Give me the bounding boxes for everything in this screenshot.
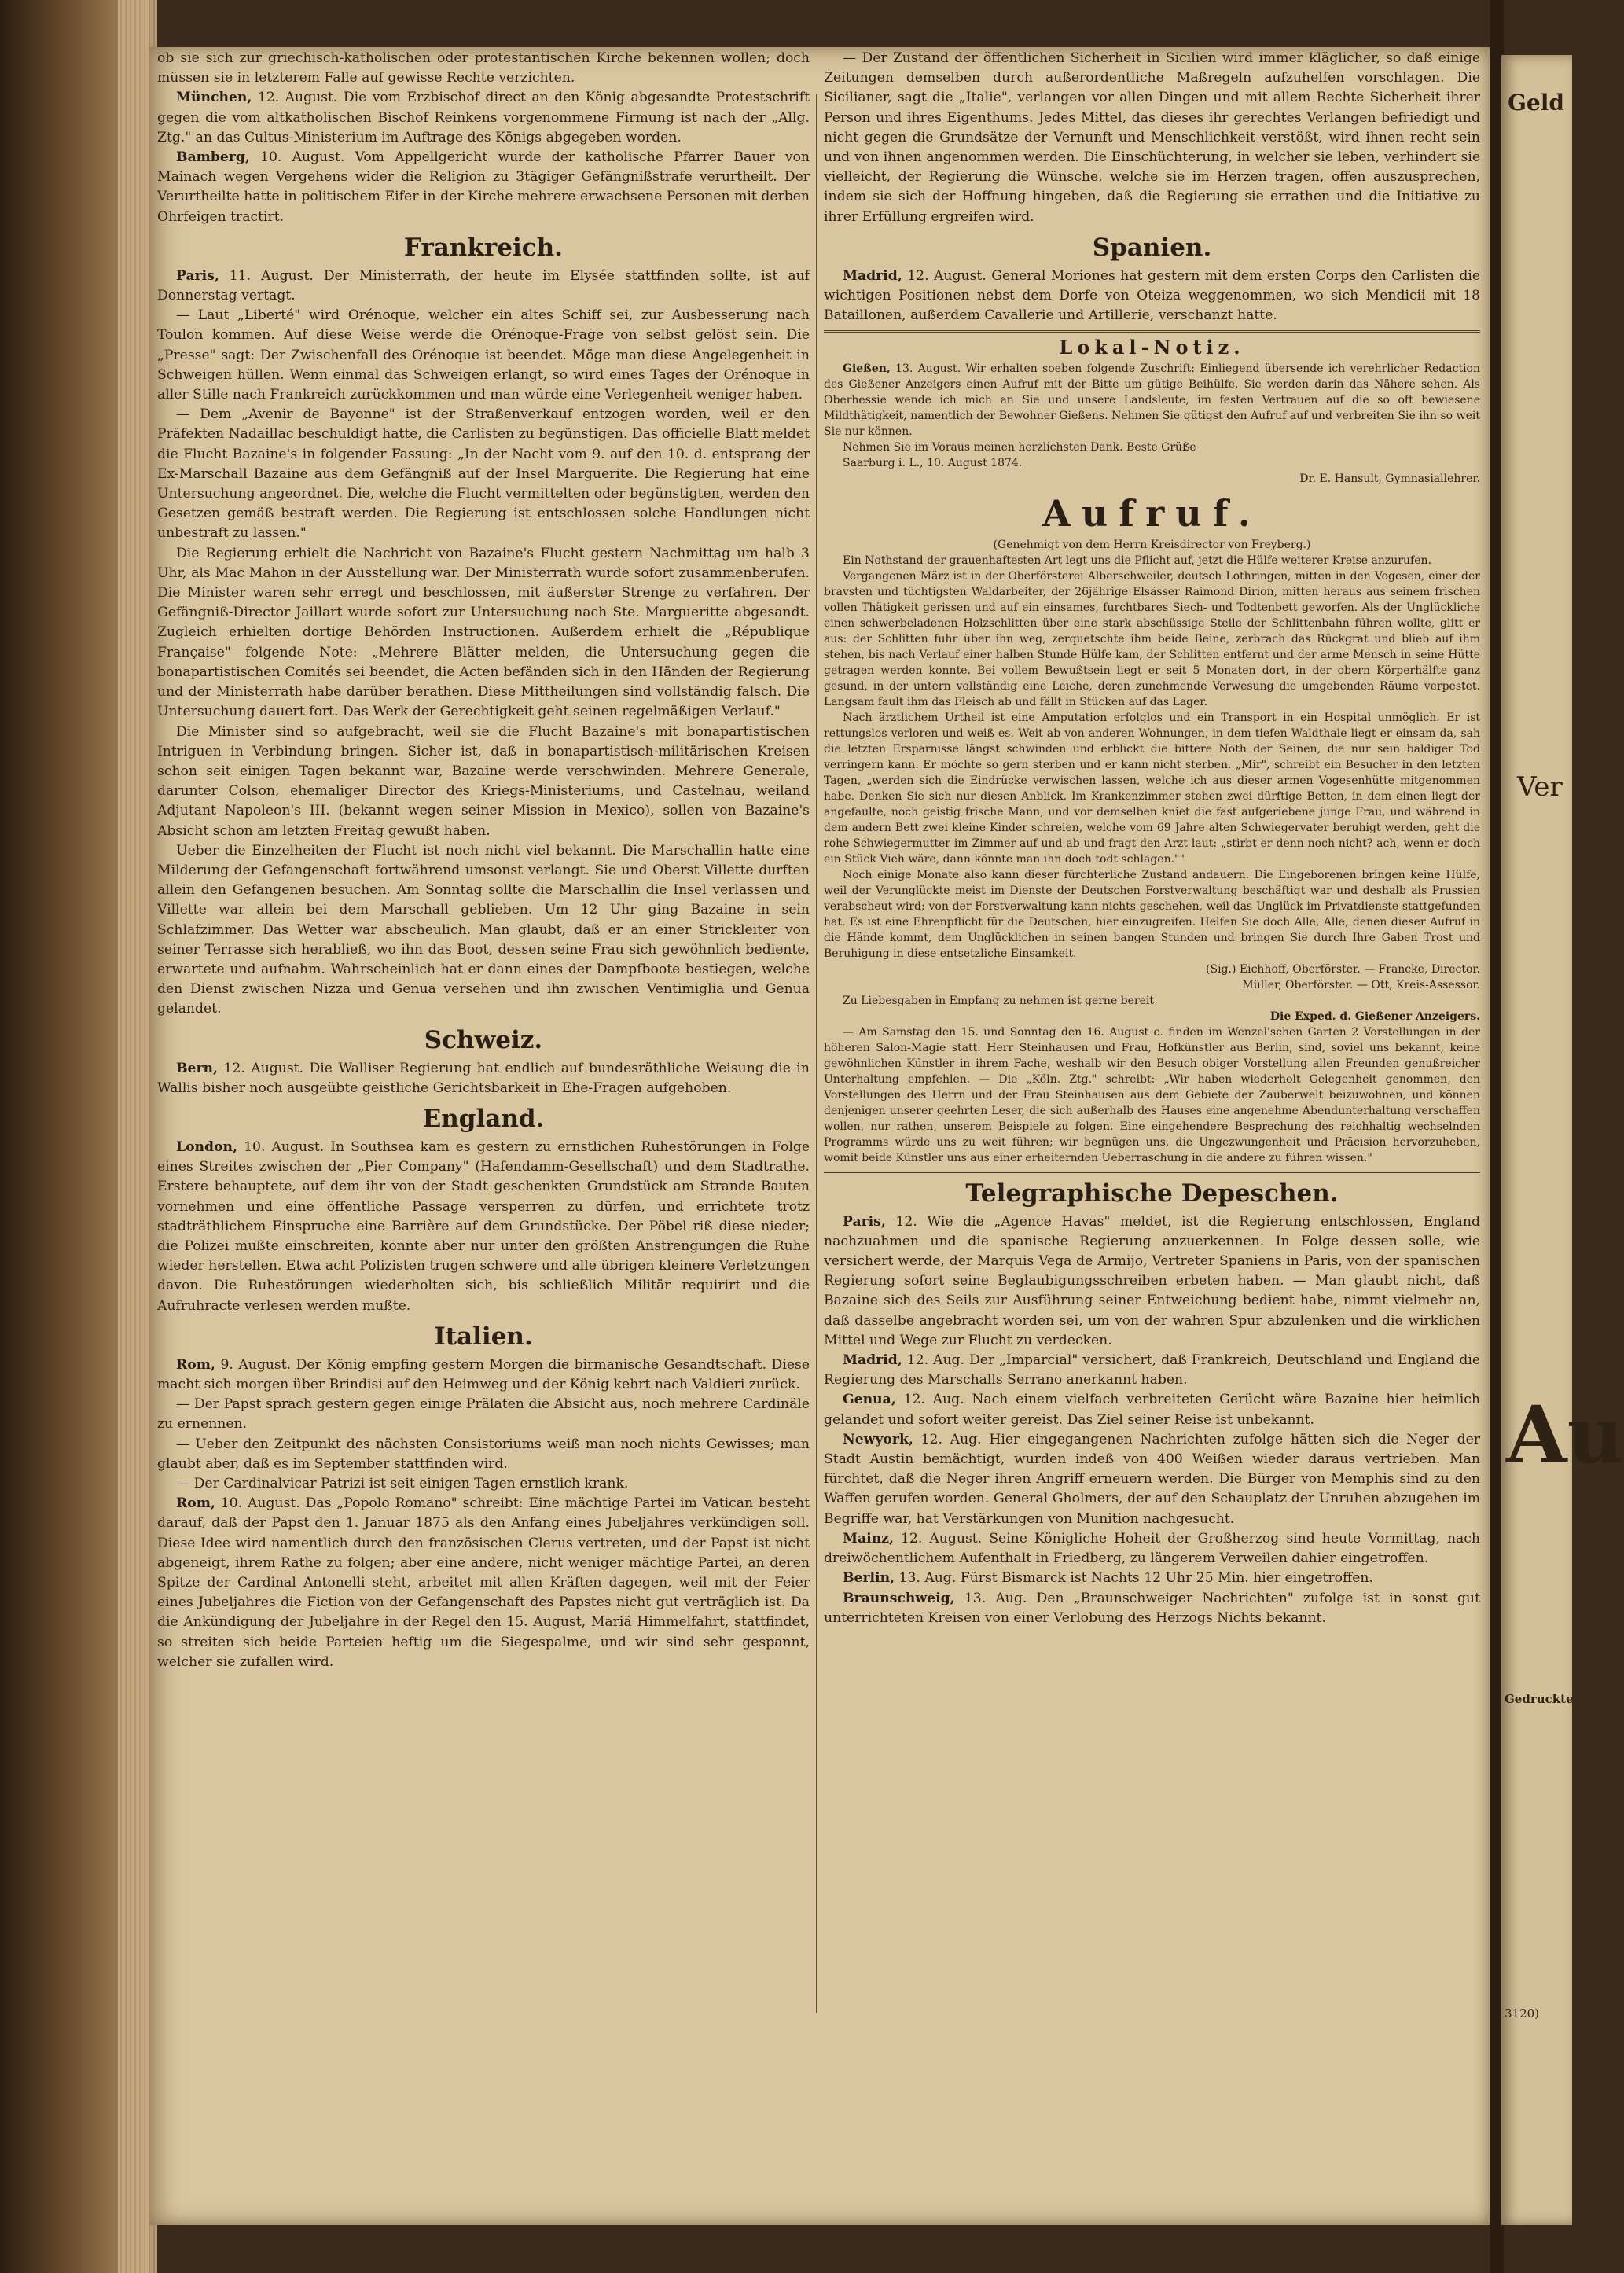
dateline: Rom,: [176, 1356, 215, 1373]
aufruf-signature-1: (Sig.) Eichhoff, Oberförster. — Francke, Director.: [1206, 962, 1480, 976]
article-text: 12. August. Seine Königliche Hoheit der Großherzog sind heute Vormittag, nach dreiwöchentlichem Aufenthalt in Friedberg, zu längerem Verweilen dahier eingetroffen.: [824, 1530, 1480, 1567]
telegram-mainz: [824, 1529, 1480, 1569]
intro-paragraph: ob sie sich zur griechisch-katholischen oder protestantischen Kirche bekennen wollen; doch müssen sie in letzterem Falle auf gewisse Rechte verzichten.: [157, 50, 810, 86]
dateline: Braunschweig,: [843, 1590, 955, 1606]
dateline: Berlin,: [843, 1570, 895, 1587]
article-text: 10. August. Vom Appellgericht wurde der katholische Pfarrer Bauer von Mainach wegen Vergehens wider die Religion zu 3tägiger Gefängnißstrafe verurtheilt. Der Verurtheilte hatte in politischem Eifer in der Kirche mehrere erwachsene Personen mit derben Ohrfeigen tractirt.: [157, 149, 810, 225]
right-column: [824, 49, 1480, 1628]
paragraph: — Der Cardinalvicar Patrizi ist seit einigen Tagen ernstlich krank.: [176, 1476, 629, 1491]
article-text: 13. Aug. Den „Braunschweiger Nachrichten" zufolge ist in sonst gut unterrichteten Kreisen von einer Verlobung des Herzogs Nichts bekannt.: [824, 1590, 1480, 1626]
dateline: Madrid,: [843, 267, 902, 284]
paragraph: Nach ärztlichem Urtheil ist eine Amputation erfolglos und ein Transport in ein Hospital unmöglich. Er ist rettungslos verloren und weiß es. Weit ab von anderen Wohnungen, in dem tiefen Waldthale liegt er einsam da, sah die letzten Ersparnisse längst schwinden und erblickt die bittere Noth der Seinen, die nur sein baldiger Tod verringern kann. Er möchte so gern sterben und er kann nicht sterben. „Mir", schreibt ein Besucher in den letzten Tagen, „werden sich die Eindrücke verwischen lassen, welche ich aus dieser armen Vogesenhütte mitgenommen habe. Denken Sie sich nur diesen Anblick. Im Krankenzimmer stehen zwei dürftige Betten, in dem einen liegt der angefaulte, noch geistig frische Mann, und vor demselben kniet die fast aufgeriebene junge Frau, und während in dem andern Bett zwei kleine Kinder schreien, welche vom 69 Jahre alten Schwiegervater beruhigt werden, geht die rohe Schwiegermutter im Zimmer auf und ab und fragt den Arzt laut: „stirbt er denn noch nicht? ach, wenn er doch ein Stück Vieh wäre, dann könnte man ihn doch todt schlagen."": [824, 711, 1480, 866]
telegram-newyork: [824, 1430, 1480, 1529]
dateline: Bern,: [176, 1060, 218, 1076]
article-muenchen: [157, 88, 810, 148]
adjacent-fragment: Geld: [1508, 90, 1564, 116]
donation-note: Zu Liebesgaben in Empfang zu nehmen ist gerne bereit: [843, 994, 1155, 1007]
aufruf-subheading: (Genehmigt von dem Herrn Kreisdirector von Freyberg.): [993, 538, 1311, 551]
article-bern: [157, 1059, 810, 1098]
left-column: [157, 49, 810, 1672]
adjacent-fragment: Gedruckte: [1505, 1692, 1574, 1706]
dateline: Gießen,: [843, 362, 891, 375]
dateline: München,: [176, 90, 252, 106]
telegram-berlin: [824, 1569, 1480, 1588]
dateline: Paris,: [176, 267, 219, 284]
section-heading-spanien: Spanien.: [1092, 233, 1212, 262]
expedition-signature: Die Exped. d. Gießener Anzeigers.: [1269, 1010, 1480, 1023]
article-text: 10. August. In Southsea kam es gestern zu ernstlichen Ruhestörungen in Folge eines Streites zwischen der „Pier Company" (Hafendamm-Gesellschaft) und dem Stadtrathe. Erstere behauptete, auf dem ihr von der Stadt geschenkten Grundstück am Strande Bauten vornehmen und eine öffentliche Passage versperren zu dürfen, und errichtete trotz stadträthlichem Einspruche eine Barrière auf dem Grundstücke. Der Pöbel riß diese nieder; die Polizei mußte einschreiten, konnte aber nur unter den größten Anstrengungen die Ruhe wieder herstellen. Etwa acht Polizisten trugen schwere und alle übrigen kleinere Verletzungen davon. Die Ruhestörungen wiederholten sich, bis schließlich Militär requirirt und die Aufruhracte verlesen werden mußte.: [157, 1138, 810, 1314]
article-text: 12. August. Die Walliser Regierung hat endlich auf bundesräthliche Weisung die in Wallis bisher noch ausgeübte geistliche Gerichtsbarkeit in Ehe-Fragen aufgehoben.: [157, 1060, 810, 1096]
dateline: Mainz,: [843, 1530, 894, 1547]
article-text: 12. Wie die „Agence Havas" meldet, ist die Regierung entschlossen, England nachzuahmen und die spanische Regierung anzuerkennen. In Folge dessen solle, wie versichert werde, der Marquis Vega de Armijo, Vertreter Spaniens in Paris, von der spanischen Regierung sofort seine Beglaubigungsschreiben erbeten haben. — Man glaubt nicht, daß Bazaine sich des Seils zur Ausführung seiner Entweichung bedient habe, nimmt vielmehr an, daß dasselbe angebracht worden sei, um von der wahren Spur abzulenken und die wirklichen Mittel und Wege zur Flucht zu verdecken.: [824, 1213, 1480, 1348]
paragraph: — Ueber den Zeitpunkt des nächsten Consistoriums weiß man noch nichts Gewisses; man glaubt aber, daß es im September stattfinden wird.: [157, 1436, 810, 1472]
article-text: 11. August. Der Ministerrath, der heute im Elysée stattfinden sollte, ist auf Donnerstag vertagt.: [157, 267, 810, 304]
section-rule: [824, 1171, 1480, 1173]
article-text: 12. August. General Moriones hat gestern mit dem ersten Corps den Carlisten die wichtigen Positionen nebst dem Dorfe von Oteiza weggenommen, wo sich Mendicii mit 18 Bataillonen, außerdem Cavallerie und Artillerie, verschanzt hatte.: [824, 267, 1480, 324]
thanks-line: Nehmen Sie im Voraus meinen herzlichsten Dank. Beste Grüße: [843, 440, 1196, 454]
telegram-paris: [824, 1212, 1480, 1351]
paragraph: Ueber die Einzelheiten der Flucht ist noch nicht viel bekannt. Die Marschallin hatte eine Milderung der Gefangenschaft fortwährend umsonst verlangt. Sie und Oberst Villette durften allein den Gefangenen besuchen. Am Sonntag sollte die Marschallin die Insel verlassen und Villette war allein bei dem Marschall geblieben. Um 12 Uhr ging Bazaine in sein Schlafzimmer. Das Wetter war abscheulich. Man glaubt, daß er an einer Strickleiter von seiner Terrasse sich herabließ, wo ihn das Boot, dessen seine Frau sich gewöhnlich bediente, erwartete und aufnahm. Wahrscheinlich hat er dann eines der Dampfboote bestiegen, welche den Dienst zwischen Nizza und Genua versehen und ihn zwischen Ventimiglia und Genua gelandet.: [157, 842, 810, 1017]
paragraph: Die Regierung erhielt die Nachricht von Bazaine's Flucht gestern Nachmittag um halb 3 Uhr, als Mac Mahon in der Ausstellung war. Der Ministerrath wurde sofort zusammenberufen. Die Minister waren sehr erregt und beschlossen, mit äußerster Strenge zu verfahren. Der Gefängniß-Director Jaillart wurde sofort zur Untersuchung nach Ste. Margueritte abgesandt. Zugleich erhielten dortige Behörden Instructionen. Außerdem erhielt die „République Française" folgende Note: „Mehrere Blätter melden, die Untersuchung gegen die bonapartistischen Comités sei beendet, die Acten befänden sich in den Händen der Regierung und der Ministerrath habe darüber berathen. Diese Mittheilungen sind vollständig falsch. Die Untersuchung dauert fort. Das Werk der Gerechtigkeit geht seinen regelmäßigen Verlauf.": [157, 545, 810, 720]
paragraph: Vergangenen März ist in der Oberförsterei Alberschweiler, deutsch Lothringen, mitten in den Vogesen, einer der bravsten und tüchtigsten Waldarbeiter, der 26jährige Elsässer Raimond Dirion, mitten heraus aus seinem frischen vollen Thätigkeit gerissen und auf ein einsames, furchtbares Siech- und Todtenbett geworfen. Als der Unglückliche einen schwerbeladenen Holzschlitten über eine stark abschüssige Stelle der Schlittenbahn führen wollte, glitt er aus: der Schlitten fuhr über ihn weg, zerquetschte ihm beide Beine, zerbrach das Rückgrat und blieb auf ihm stehen, bis nach Verlauf einer halben Stunde Hülfe kam, der Schlitten entfernt und der arme Mensch in seine Hütte getragen werden konnte. Bei vollem Bewußtsein liegt er seit 5 Monaten dort, in der obern Körperhälfte ganz gesund, in der untern vollständig eine Leiche, deren zunehmende Verwesung die umgebenden Räume verpestet. Langsam fault ihm das Fleisch ab und fällt in Stücken auf das Lager.: [824, 569, 1480, 708]
dateline: Newyork,: [843, 1431, 913, 1447]
section-heading-telegraphische: Telegraphische Depeschen.: [965, 1179, 1339, 1208]
article-text: 10. August. Das „Popolo Romano" schreibt: Eine mächtige Partei im Vatican besteht darauf, daß der Papst den 1. Januar 1875 als den Anfang eines Jubeljahres verkündigen soll. Diese Idee wird namentlich durch den französischen Clerus vertreten, und der Papst ist nicht abgeneigt, ihrem Rathe zu folgen; aber eine andere, nicht weniger mächtige Partei, an deren Spitze der Cardinal Antonelli steht, arbeitet mit allen Kräften dagegen, weil mit der Feier eines Jubeljahres die Fiction von der Gefangenschaft des Papstes nicht gut verträglich ist. Da die Ankündigung der Jubeljahre in der Regel den 15. August, Mariä Himmelfahrt, stattfindet, so streiten sich beide Parteien heftig um die Siegespalme, und wir sind sehr gespannt, welcher sie zufallen wird.: [157, 1495, 810, 1670]
dateline: Madrid,: [843, 1352, 902, 1369]
paragraph: — Der Papst sprach gestern gegen einige Prälaten die Absicht aus, noch mehrere Cardinäle zu ernennen.: [157, 1396, 810, 1433]
article-text: 12. Aug. Der „Imparcial" versichert, daß Frankreich, Deutschland und England die Regierung des Marschalls Serrano anerkannt haben.: [824, 1352, 1480, 1388]
article-text: 12. Aug. Hier eingegangenen Nachrichten zufolge hätten sich die Neger der Stadt Austin bemächtigt, wurden indeß von 400 Weißen wieder daraus vertrieben. Man fürchtet, daß die Neger ihren Angriff erneuern werden. Die Bürger von Memphis sind zu den Waffen gerufen worden. General Gholmers, der auf den Schauplatz der Unruhen abzugehen im Begriffe war, hat Verstärkungen von Munition nachgesucht.: [824, 1431, 1480, 1527]
adjacent-page: [1501, 55, 1624, 2225]
article-text: 12. August. Die vom Erzbischof direct an den König abgesandte Protestschrift gegen die vom altkatholischen Bischof Reinkens vorgenommene Firmung ist nach der „Allg. Ztg." an das Cultus-Ministerium im Auftrage des Königs abgegeben worden.: [157, 90, 810, 145]
article-bamberg: [157, 148, 810, 227]
telegram-braunschweig: [824, 1589, 1480, 1628]
telegram-genua: [824, 1390, 1480, 1429]
dateline: Paris,: [843, 1213, 886, 1230]
article-london: [157, 1138, 810, 1316]
signature-name: Dr. E. Hansult, Gymnasiallehrer.: [1299, 472, 1480, 485]
article-rom-2: [157, 1494, 810, 1672]
paragraph: Noch einige Monate also kann dieser fürchterliche Zustand andauern. Die Eingeborenen bringen keine Hülfe, weil der Verunglückte meist im Dienste der Deutschen Forstverwaltung beschäftigt war und deshalb als Prussien verabscheut wird; von der Forstverwaltung kann nichts geschehen, weil das Unglück im Privatdienste stattgefunden hat. Es ist eine Ehrenpflicht für die Deutschen, hier einzugreifen. Helfen Sie doch Alle, Alle, denen dieser Aufruf in die Hände kommt, dem Unglücklichen in seinen bangen Stunden und bringen Sie durch Ihre Gaben Trost und Beruhigung in diese entsetzliche Einsamkeit.: [824, 868, 1480, 960]
article-giessen: [824, 361, 1480, 440]
article-sicilien: — Der Zustand der öffentlichen Sicherheit in Sicilien wird immer kläglicher, so daß einige Zeitungen demselben durch außerordentliche Maßregeln aufzuhelfen vorschlagen. Die Sicilianer, sagt die „Italie", verlangen vor allen Dingen und mit allem Rechte Sicherheit ihrer Person und ihres Eigenthums. Jedes Mittel, das dieses ihr gerechtes Verlangen befriedigt und nicht gegen die Grundsätze der Vernunft und Menschlichkeit verstößt, wird ihnen recht sein und von ihnen angenommen werden. Die Einschüchterung, in welcher sie leben, verhindert sie vielleicht, der Regierung die Wünsche, welche sie im Herzen tragen, offen auszusprechen, indem sie sich der Hoffnung hingeben, daß die Regierung sie errathen und die Initiative zu ihrer Erfüllung ergreifen wird.: [824, 50, 1480, 225]
adjacent-fragment: 3120): [1505, 2006, 1540, 2021]
section-heading-england: England.: [422, 1104, 545, 1133]
section-heading-italien: Italien.: [434, 1322, 533, 1351]
article-text: 12. Aug. Nach einem vielfach verbreiteten Gerücht wäre Bazaine hier heimlich gelandet und sofort weiter gereist. Das Ziel seiner Reise ist unbekannt.: [824, 1392, 1480, 1428]
section-heading-lokal: Lokal-Notiz.: [1059, 336, 1245, 359]
article-paris: [157, 267, 810, 306]
aufruf-heading: Aufruf.: [1042, 491, 1262, 535]
paragraph: Ein Nothstand der grauenhaftesten Art legt uns die Pflicht auf, jetzt die Hülfe weiterer Kreise anzurufen.: [843, 554, 1431, 567]
signature-place: Saarburg i. L., 10. August 1874.: [843, 456, 1023, 469]
article-text: 13. Aug. Fürst Bismarck ist Nachts 12 Uhr 25 Min. hier eingetroffen.: [898, 1570, 1373, 1587]
section-heading-frankreich: Frankreich.: [404, 233, 563, 262]
article-madrid: [824, 267, 1480, 326]
adjacent-fragment: Au: [1506, 1388, 1624, 1481]
paragraph: — Dem „Avenir de Bayonne" ist der Straßenverkauf entzogen worden, weil er den Präfekten Nadaillac beschuldigt hatte, die Carlisten zu begünstigen. Das officielle Blatt meldet die Flucht Bazaine's in folgender Fassung: „In der Nacht vom 9. auf den 10. d. entsprang der Ex-Marschall Bazaine aus dem Gefängniß auf der Insel Marguerite. Die Regierung hat eine Untersuchung angeordnet. Die, welche die Flucht vermittelten oder begünstigten, werden den Gesetzen gemäß bestraft werden. Die Regierung ist entschlossen solche Handlungen nicht unbestraft zu lassen.": [157, 406, 810, 542]
article-text: 13. August. Wir erhalten soeben folgende Zuschrift: Einliegend übersende ich verehrlicher Redaction des Gießener Anzeigers einen Aufruf mit der Bitte um gütige Beihülfe. Sie werden darin das Nähere sehen. Als Oberhessie wende ich mich an Sie und unsere Landsleute, im festen Vertrauen auf die so oft bewiesene Mildthätigkeit, namentlich der Bewohner Gießens. Nehmen Sie gütigst den Aufruf auf und verbreiten Sie ihn so weit Sie nur können.: [824, 362, 1480, 438]
section-heading-schweiz: Schweiz.: [424, 1025, 543, 1054]
section-rule: [824, 330, 1480, 333]
paragraph: Die Minister sind so aufgebracht, weil sie die Flucht Bazaine's mit bonapartistischen Intriguen in Verbindung bringen. Sicher ist, daß in bonapartistisch-militärischen Kreisen schon seit einigen Tagen bekannt war, Bazaine werde verschwinden. Mehrere Generale, darunter Colson, ehemaliger Director des Kriegs-Ministeriums, und Castelnau, weiland Adjutant Napoleon's III. (bekannt wegen seiner Mission in Mexico), sollen von Bazaine's Absicht schon am letzten Freitag gewußt haben.: [157, 723, 810, 839]
dateline: Genua,: [843, 1392, 896, 1408]
adjacent-fragment: Ver: [1517, 771, 1563, 803]
dateline: Bamberg,: [176, 149, 250, 166]
aufruf-signature-2: Müller, Oberförster. — Ott, Kreis-Assessor.: [1242, 978, 1480, 991]
article-rom-1: [157, 1355, 810, 1395]
dateline: London,: [176, 1138, 238, 1155]
theater-notice: — Am Samstag den 15. und Sonntag den 16. August c. finden im Wenzel'schen Garten 2 Vorstellungen in der höheren Salon-Magie statt. Herr Steinhausen und Frau, Hofkünstler aus Berlin, sind, soviel uns bekannt, keine gewöhnlichen Künstler in ihrem Fache, weshalb wir den Besuch obiger Vorstellung allen Freunden genußreicher Unterhaltung empfehlen. — Die „Köln. Ztg." schreibt: „Wir haben wiederholt Gelegenheit genommen, den Vorstellungen des Herrn und der Frau Steinhausen aus dem Gebiete der Zauberwelt beizuwohnen, und können denjenigen unserer geehrten Leser, die sich außerhalb des Hauses eine angenehme Abendunterhaltung verschaffen wollen, nur rathen, unserem Beispiele zu folgen. Eine eingehendere Besprechung des reichhaltig wechselnden Programms würde uns zu weit führen; wir begnügen uns, die Ungezwungenheit und Präcision hervorzuheben, womit beide Künstler uns aus einer erheiternden Ueberraschung in die andere zu führen wissen.": [824, 1025, 1480, 1164]
paragraph: — Laut „Liberté" wird Orénoque, welcher ein altes Schiff sei, zur Ausbesserung nach Toulon kommen. Auf diese Weise werde die Orénoque-Frage von selbst gelöst sein. Die „Presse" sagt: Der Zwischenfall des Orénoque ist beendet. Möge man diese Angelegenheit in Schweigen hüllen. Wenn einmal das Schweigen erlangt, so wird eines Tages der Orénoque in aller Stille nach Frankreich zurückkommen und man würde eine Verlegenheit weniger haben.: [157, 307, 810, 403]
column-divider: [816, 94, 817, 2013]
lokal-block: [824, 361, 1480, 1166]
article-text: 9. August. Der König empfing gestern Morgen die birmanische Gesandtschaft. Diese macht sich morgen über Brindisi auf den Heimweg und der König kehrt nach Valdieri zurück.: [157, 1356, 810, 1392]
telegram-madrid: [824, 1351, 1480, 1390]
dateline: Rom,: [176, 1495, 215, 1512]
